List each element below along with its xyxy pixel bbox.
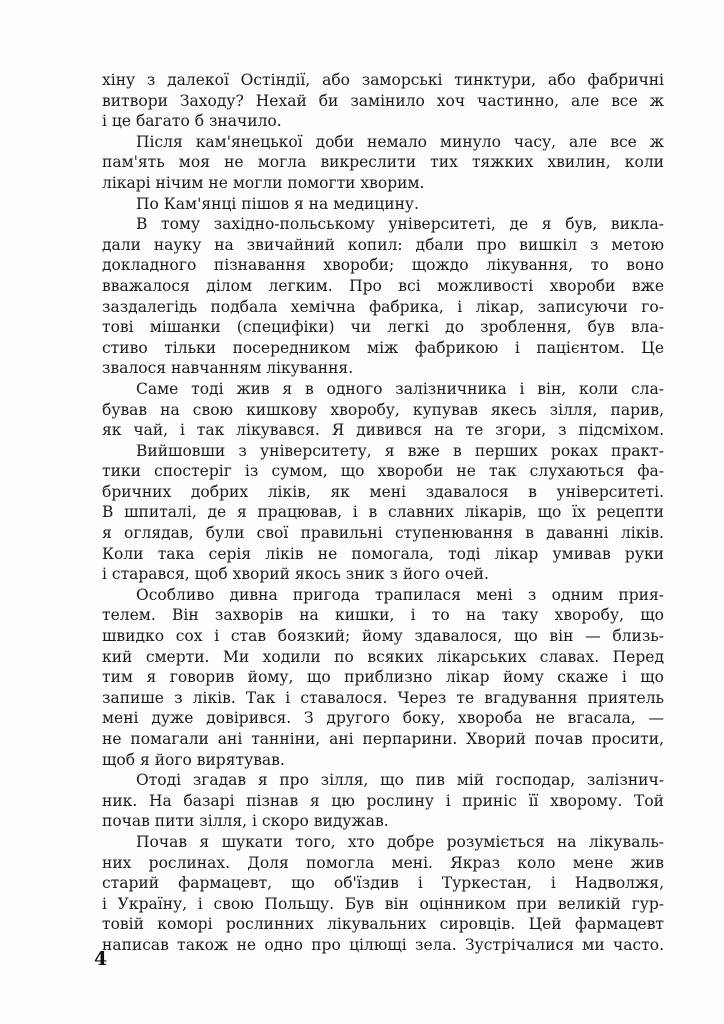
text-line: швидко сох і став боязкий; йому здавалося, що він — близь- (102, 627, 664, 646)
page-number: 4 (94, 948, 108, 970)
text-line: щоб я його вирятував. (102, 750, 285, 769)
text-line: Коли така серія ліків не помогала, тоді лікар умивав руки (102, 544, 664, 563)
text-line: товій коморі рослинних лікувальних сировців. Цей фармацевт (102, 915, 664, 934)
text-line: і Україну, і свою Польщу. Був він оцінником при великій гур- (102, 894, 664, 913)
text-line: стиво тільки посередником між фабрикою і пацієнтом. Це (102, 338, 664, 357)
text-line: старий фармацевт, що об'їздив і Туркестан, і Надволжя, (102, 874, 664, 893)
text-line: дали науку на звичайний копил: дбали про вишкіл з метою (102, 235, 664, 254)
text-line: тики спостеріг із сумом, що хвороби не так слухаються фа- (102, 462, 664, 481)
text-line: лікарі нічим не могли помогти хворим. (102, 173, 425, 192)
text-line: Особливо дивна пригода трапилася мені з одним прия- (136, 585, 664, 604)
text-line: тим я говорив йому, що приблизно лікар йому скаже і що (102, 668, 664, 687)
text-line: В шпиталі, де я працював, і в славних лікарів, що їх рецепти (102, 503, 664, 522)
text-line: витвори Заходу? Нехай би замінило хоч частинно, але все ж (102, 91, 664, 110)
text-line: бричних добрих ліків, як мені здавалося в університеті. (102, 482, 664, 501)
text-line: кий смерти. Ми ходили по всяких лікарських славах. Перед (102, 647, 664, 666)
text-line: бував на свою кишкову хворобу, купував якесь зілля, парив, (102, 400, 664, 419)
text-line: тові мішанки (специфіки) чи легкі до зроблення, був вла- (102, 318, 664, 337)
text-line: почав пити зілля, і скоро видужав. (102, 812, 389, 831)
text-line: Вийшовши з університету, я вже в перших роках практ- (136, 441, 664, 460)
page-text-body (102, 70, 664, 956)
text-line: По Кам'янці пішов я на медицину. (136, 194, 419, 213)
text-line: Отоді згадав я про зілля, що пив мій господар, залізнич- (136, 771, 664, 790)
text-line: вважалося ділом легким. Про всі можливості хвороби вже (102, 276, 664, 295)
text-line: і це багато б значило. (102, 112, 282, 131)
text-line: Почав я шукати того, хто добре розуміється на лікуваль- (136, 832, 664, 851)
text-line: Після кам'янецької доби немало минуло часу, але все ж (136, 132, 664, 151)
text-line: телем. Він захворів на кишки, і то на таку хворобу, що (102, 606, 664, 625)
text-line: написав також не одно про цілющі зела. Зустрічалися ми часто. (102, 935, 664, 954)
text-line: Саме тоді жив я в одного залізничника і він, коли сла- (136, 379, 664, 398)
text-line: і старався, щоб хворий якось зник з його очей. (102, 565, 489, 584)
text-line: них рослинах. Доля помогла мені. Якраз коло мене жив (102, 853, 664, 872)
text-line: заздалегідь подбала хемічна фабрика, і лікар, записуючи го- (102, 297, 664, 316)
text-line: запише з ліків. Так і ставалося. Через те вгадування приятель (102, 688, 664, 707)
text-line: ник. На базарі пізнав я цю рослину і приніс її хворому. Той (102, 791, 664, 810)
text-line: В тому західно-польському університеті, де я був, викла- (136, 215, 664, 234)
text-line: мені дуже довірився. З другого боку, хвороба не вгасала, — (102, 709, 664, 728)
text-line: як чай, і так лікувався. Я дивився на те згори, з підсміхом. (102, 421, 664, 440)
text-line: не помагали ані танніни, ані перпарини. Хворий почав просити, (102, 730, 664, 748)
text-line: хіну з далекої Остіндії, або заморські тинктури, або фабричні (102, 71, 664, 89)
text-line: докладного пізнавання хвороби; щождо лікування, то воно (102, 256, 664, 275)
text-line: я оглядав, були свої правильні ступенювання в даванні ліків. (102, 524, 664, 543)
text-line: звалося навчанням лікування. (102, 359, 354, 378)
text-line: пам'ять моя не могла викреслити тих тяжких хвилин, коли (102, 153, 664, 172)
